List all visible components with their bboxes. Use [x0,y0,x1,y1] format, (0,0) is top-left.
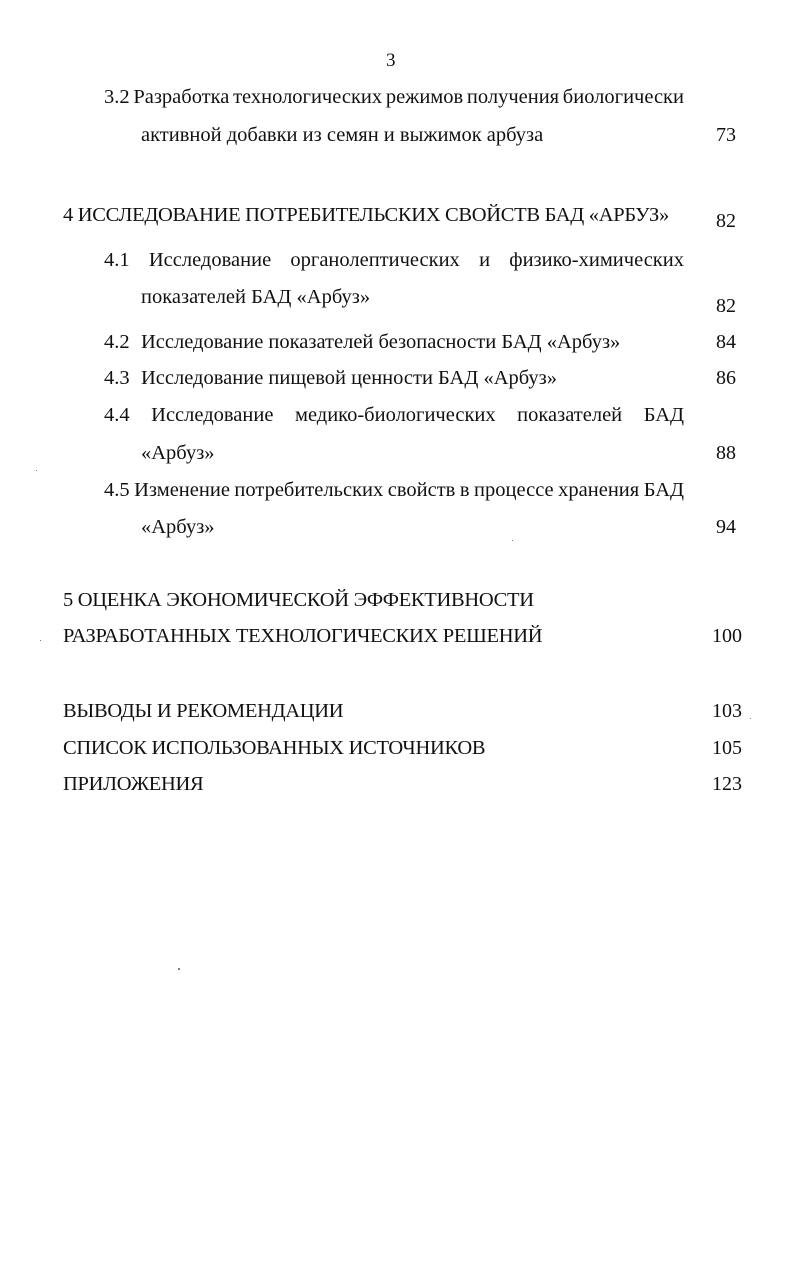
page-number: 3 [386,50,396,71]
toc-entry-4-1-page: 82 [716,295,736,317]
scan-speck [750,718,751,719]
toc-conclusions-page: 103 [712,700,742,722]
toc-entry-4-5-page: 94 [716,516,736,538]
toc-word: хранения [558,479,640,501]
toc-entry-4-3-title: Исследование пищевой ценности БАД «Арбуз» [141,367,558,389]
scan-speck [512,540,513,541]
toc-word: медико-биологических [294,404,496,426]
toc-word: физико-химических [509,249,684,271]
toc-word: 4.5 [104,479,130,501]
toc-entry-4-3-number: 4.3 [104,367,130,389]
toc-word: свойств [387,479,456,501]
toc-word: потребительских [234,479,384,501]
toc-appendices-page: 123 [712,773,742,795]
toc-word: 4.4 [104,404,130,426]
toc-chapter-5-title-line1: 5 ОЦЕНКА ЭКОНОМИЧЕСКОЙ ЭФФЕКТИВНОСТИ [63,589,534,611]
toc-word: получения [466,86,560,108]
toc-word: в [459,479,470,501]
toc-word: Исследование [148,249,272,271]
toc-entry-4-2-number: 4.2 [104,331,130,353]
toc-chapter-4-page: 82 [716,210,736,232]
toc-chapter-4-title: 4 ИССЛЕДОВАНИЕ ПОТРЕБИТЕЛЬСКИХ СВОЙСТВ БАД «АРБУЗ» [63,204,669,226]
toc-entry-4-4-page: 88 [716,442,736,464]
toc-word: 3.2 [104,86,130,108]
toc-entry-4-4-line2: «Арбуз» [141,442,215,464]
toc-entry-3-2-line1 [104,85,684,109]
toc-word: 4.1 [104,249,130,271]
toc-appendices-title: ПРИЛОЖЕНИЯ [63,773,204,795]
toc-chapter-5-title-line2: РАЗРАБОТАННЫХ ТЕХНОЛОГИЧЕСКИХ РЕШЕНИЙ [63,625,543,647]
scan-speck [178,968,180,970]
toc-word: БАД [643,479,684,501]
toc-entry-4-1-line1 [104,248,684,272]
toc-conclusions-title: ВЫВОДЫ И РЕКОМЕНДАЦИИ [63,700,344,722]
toc-word: показателей [517,404,623,426]
toc-entry-4-4-line1 [104,403,684,427]
toc-word: режимов [385,86,464,108]
toc-entry-4-2-title: Исследование показателей безопасности БАД «Арбуз» [141,331,621,353]
toc-word: Исследование [151,404,274,426]
toc-word: биологически [562,86,684,108]
toc-entry-4-5-line2: «Арбуз» [141,516,215,538]
toc-references-title: СПИСОК ИСПОЛЬЗОВАННЫХ ИСТОЧНИКОВ [63,737,486,759]
toc-word: органолептических [290,249,460,271]
toc-word: Разработка [133,86,230,108]
toc-entry-4-1-line2: показателей БАД «Арбуз» [141,286,371,308]
toc-word: технологических [233,86,383,108]
scan-speck [36,470,37,471]
toc-entry-3-2-page: 73 [716,124,736,146]
toc-word: БАД [643,404,684,426]
toc-word: и [479,249,491,271]
scan-speck [40,640,41,641]
toc-entry-4-5-line1 [104,478,684,502]
toc-entry-4-3-page: 86 [716,367,736,389]
toc-chapter-5-page: 100 [712,625,742,647]
toc-references-page: 105 [712,737,742,759]
toc-entry-3-2-line2: активной добавки из семян и выжимок арбуза [141,124,544,146]
toc-entry-4-2-page: 84 [716,331,736,353]
toc-word: процессе [474,479,554,501]
toc-word: Изменение [134,479,230,501]
